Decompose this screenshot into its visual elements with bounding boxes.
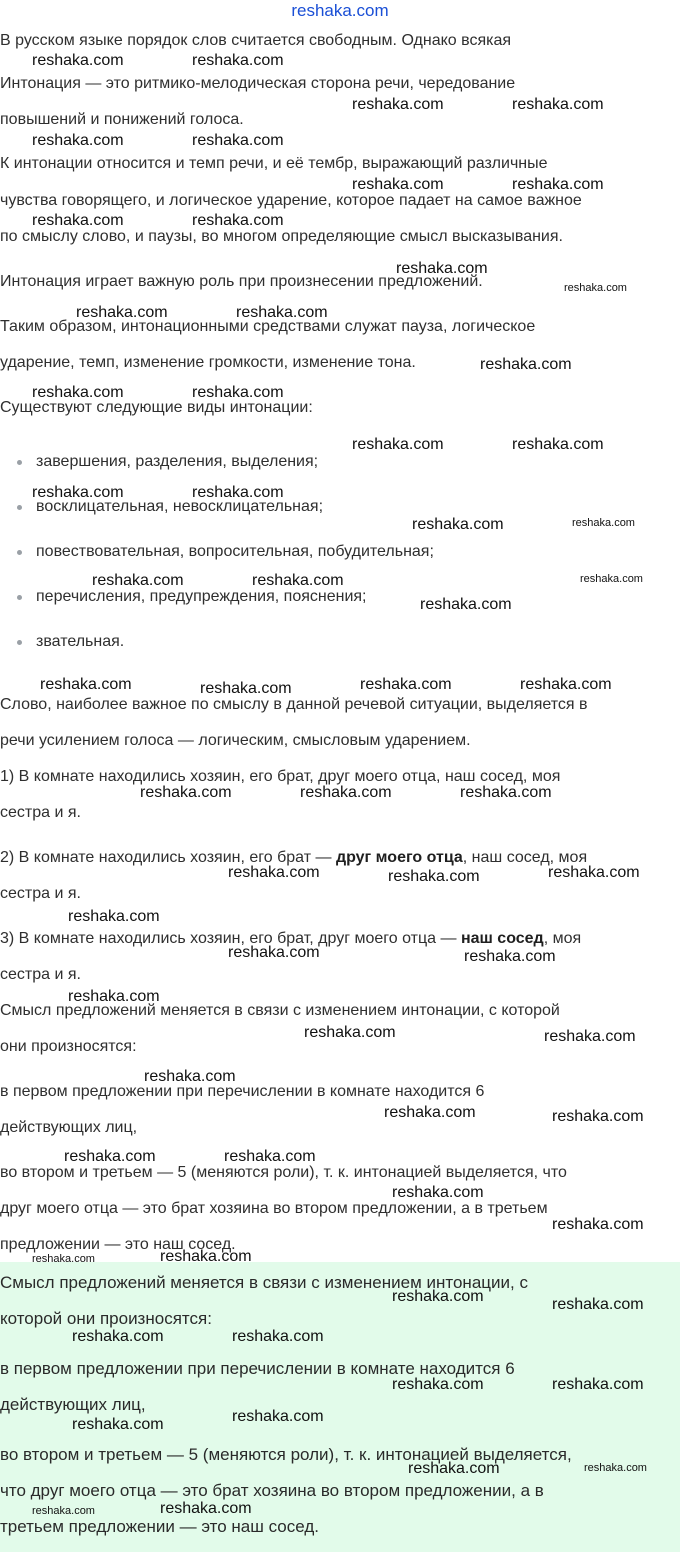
- text-line: Интонация — это ритмико-мелодическая сторона речи, чередование: [0, 75, 516, 92]
- watermark: reshaka.com: [392, 1376, 484, 1393]
- example-line: 1) В комнате находились хозяин, его брат, друг моего отца, наш сосед, моя: [0, 768, 561, 785]
- list-item: завершения, разделения, выделения;: [36, 453, 319, 470]
- watermark: reshaka.com: [352, 96, 444, 113]
- emphasized-phrase: наш сосед: [460, 930, 544, 947]
- watermark: reshaka.com: [464, 948, 556, 965]
- watermark: reshaka.com: [408, 1460, 500, 1477]
- watermark: reshaka.com: [548, 864, 640, 881]
- watermark: reshaka.com: [396, 260, 488, 277]
- example-text: , моя: [543, 930, 582, 947]
- text-line: Таким образом, интонационными средствами служат пауза, логическое: [0, 318, 536, 335]
- answer-line: во втором и третьем — 5 (меняются роли), т. к. интонацией выделяется,: [0, 1445, 572, 1464]
- watermark: reshaka.com: [512, 436, 604, 453]
- watermark: reshaka.com: [304, 1024, 396, 1041]
- list-item: звательная.: [36, 633, 125, 650]
- watermark: reshaka.com: [192, 212, 284, 229]
- watermark: reshaka.com: [552, 1216, 644, 1233]
- text-line: речи усилением голоса — логическим, смысловым ударением.: [0, 732, 471, 749]
- answer-line: третьем предложении — это наш сосед.: [0, 1517, 319, 1536]
- watermark: reshaka.com: [512, 96, 604, 113]
- text-line: Слово, наиболее важное по смыслу в данной речевой ситуации, выделяется в: [0, 696, 588, 713]
- watermark: reshaka.com: [64, 1148, 156, 1165]
- site-link[interactable]: reshaka.com: [291, 1, 389, 20]
- list-item: повествовательная, вопросительная, побудительная;: [36, 543, 434, 560]
- list-item: перечисления, предупреждения, пояснения;: [36, 588, 367, 605]
- watermark: reshaka.com: [32, 52, 124, 69]
- watermark: reshaka.com: [32, 212, 124, 229]
- example-line: сестра и я.: [0, 966, 81, 983]
- watermark: reshaka.com: [352, 436, 444, 453]
- watermark: reshaka.com: [232, 1408, 324, 1425]
- watermark: reshaka.com: [76, 304, 168, 321]
- watermark: reshaka.com: [192, 52, 284, 69]
- answer-line: которой они произносятся:: [0, 1309, 212, 1328]
- bullet-icon: [17, 460, 22, 465]
- bullet-icon: [17, 595, 22, 600]
- text-line: предложении — это наш сосед.: [0, 1236, 236, 1253]
- watermark: reshaka.com: [252, 572, 344, 589]
- watermark: reshaka.com: [352, 176, 444, 193]
- text-line: друг моего отца — это брат хозяина во втором предложении, а в третьем: [0, 1200, 548, 1217]
- text-line: повышений и понижений голоса.: [0, 111, 244, 128]
- watermark: reshaka.com: [420, 596, 512, 613]
- emphasized-phrase: друг моего отца: [335, 849, 463, 866]
- example-line: сестра и я.: [0, 885, 81, 902]
- watermark: reshaka.com: [572, 517, 635, 529]
- example-text: 3) В комнате находились хозяин, его брат, друг моего отца —: [0, 930, 461, 947]
- bullet-icon: [17, 640, 22, 645]
- watermark: reshaka.com: [360, 676, 452, 693]
- watermark: reshaka.com: [68, 988, 160, 1005]
- watermark: reshaka.com: [392, 1184, 484, 1201]
- site-header: [0, 0, 680, 22]
- watermark: reshaka.com: [512, 176, 604, 193]
- text-line: в первом предложении при перечислении в комнате находится 6: [0, 1083, 485, 1100]
- watermark: reshaka.com: [200, 680, 292, 697]
- watermark: reshaka.com: [192, 384, 284, 401]
- list-item: восклицательная, невосклицательная;: [36, 498, 324, 515]
- text-line: действующих лиц,: [0, 1119, 138, 1136]
- watermark: reshaka.com: [32, 384, 124, 401]
- watermark: reshaka.com: [520, 676, 612, 693]
- bullet-icon: [17, 505, 22, 510]
- text-line: ударение, темп, изменение громкости, изменение тона.: [0, 354, 416, 371]
- watermark: reshaka.com: [460, 784, 552, 801]
- text-line: Существуют следующие виды интонации:: [0, 399, 313, 416]
- watermark: reshaka.com: [236, 304, 328, 321]
- answer-line: что друг моего отца — это брат хозяина во втором предложении, а в: [0, 1481, 544, 1500]
- watermark: reshaka.com: [160, 1248, 252, 1265]
- text-line: К интонации относится и темп речи, и её тембр, выражающий различные: [0, 155, 548, 172]
- watermark: reshaka.com: [564, 282, 627, 294]
- watermark: reshaka.com: [544, 1028, 636, 1045]
- watermark: reshaka.com: [92, 572, 184, 589]
- watermark: reshaka.com: [392, 1288, 484, 1305]
- watermark: reshaka.com: [72, 1328, 164, 1345]
- watermark: reshaka.com: [32, 1505, 95, 1517]
- answer-line: в первом предложении при перечислении в комнате находится 6: [0, 1359, 515, 1378]
- text-line: Смысл предложений меняется в связи с изменением интонации, с которой: [0, 1002, 560, 1019]
- watermark: reshaka.com: [412, 516, 504, 533]
- bullet-icon: [17, 550, 22, 555]
- watermark: reshaka.com: [224, 1148, 316, 1165]
- watermark: reshaka.com: [140, 784, 232, 801]
- example-line: сестра и я.: [0, 804, 81, 821]
- watermark: reshaka.com: [480, 356, 572, 373]
- answer-line: Смысл предложений меняется в связи с изменением интонации, с: [0, 1273, 528, 1292]
- answer-line: действующих лиц,: [0, 1395, 146, 1414]
- watermark: reshaka.com: [580, 573, 643, 585]
- text-line: Интонация играет важную роль при произнесении предложений.: [0, 273, 483, 290]
- example-text: , наш сосед, моя: [462, 849, 588, 866]
- watermark: reshaka.com: [388, 868, 480, 885]
- watermark: reshaka.com: [72, 1416, 164, 1433]
- watermark: reshaka.com: [300, 784, 392, 801]
- watermark: reshaka.com: [192, 132, 284, 149]
- watermark: reshaka.com: [32, 132, 124, 149]
- text-line: В русском языке порядок слов считается свободным. Однако всякая: [0, 32, 512, 49]
- watermark: reshaka.com: [552, 1108, 644, 1125]
- text-line: по смыслу слово, и паузы, во многом определяющие смысл высказывания.: [0, 228, 563, 245]
- watermark: reshaka.com: [552, 1296, 644, 1313]
- watermark: reshaka.com: [584, 1462, 647, 1474]
- watermark: reshaka.com: [32, 1253, 95, 1265]
- text-line: чувства говорящего, и логическое ударение, которое падает на самое важное: [0, 192, 582, 209]
- watermark: reshaka.com: [144, 1068, 236, 1085]
- watermark: reshaka.com: [552, 1376, 644, 1393]
- watermark: reshaka.com: [384, 1104, 476, 1121]
- watermark: reshaka.com: [192, 484, 284, 501]
- watermark: reshaka.com: [160, 1500, 252, 1517]
- text-line: они произносятся:: [0, 1038, 137, 1055]
- text-line: во втором и третьем — 5 (меняются роли), т. к. интонацией выделяется, что: [0, 1164, 567, 1181]
- watermark: reshaka.com: [228, 864, 320, 881]
- watermark: reshaka.com: [232, 1328, 324, 1345]
- watermark: reshaka.com: [32, 484, 124, 501]
- watermark: reshaka.com: [228, 944, 320, 961]
- watermark: reshaka.com: [68, 908, 160, 925]
- example-text: 2) В комнате находились хозяин, его брат —: [0, 849, 336, 866]
- watermark: reshaka.com: [40, 676, 132, 693]
